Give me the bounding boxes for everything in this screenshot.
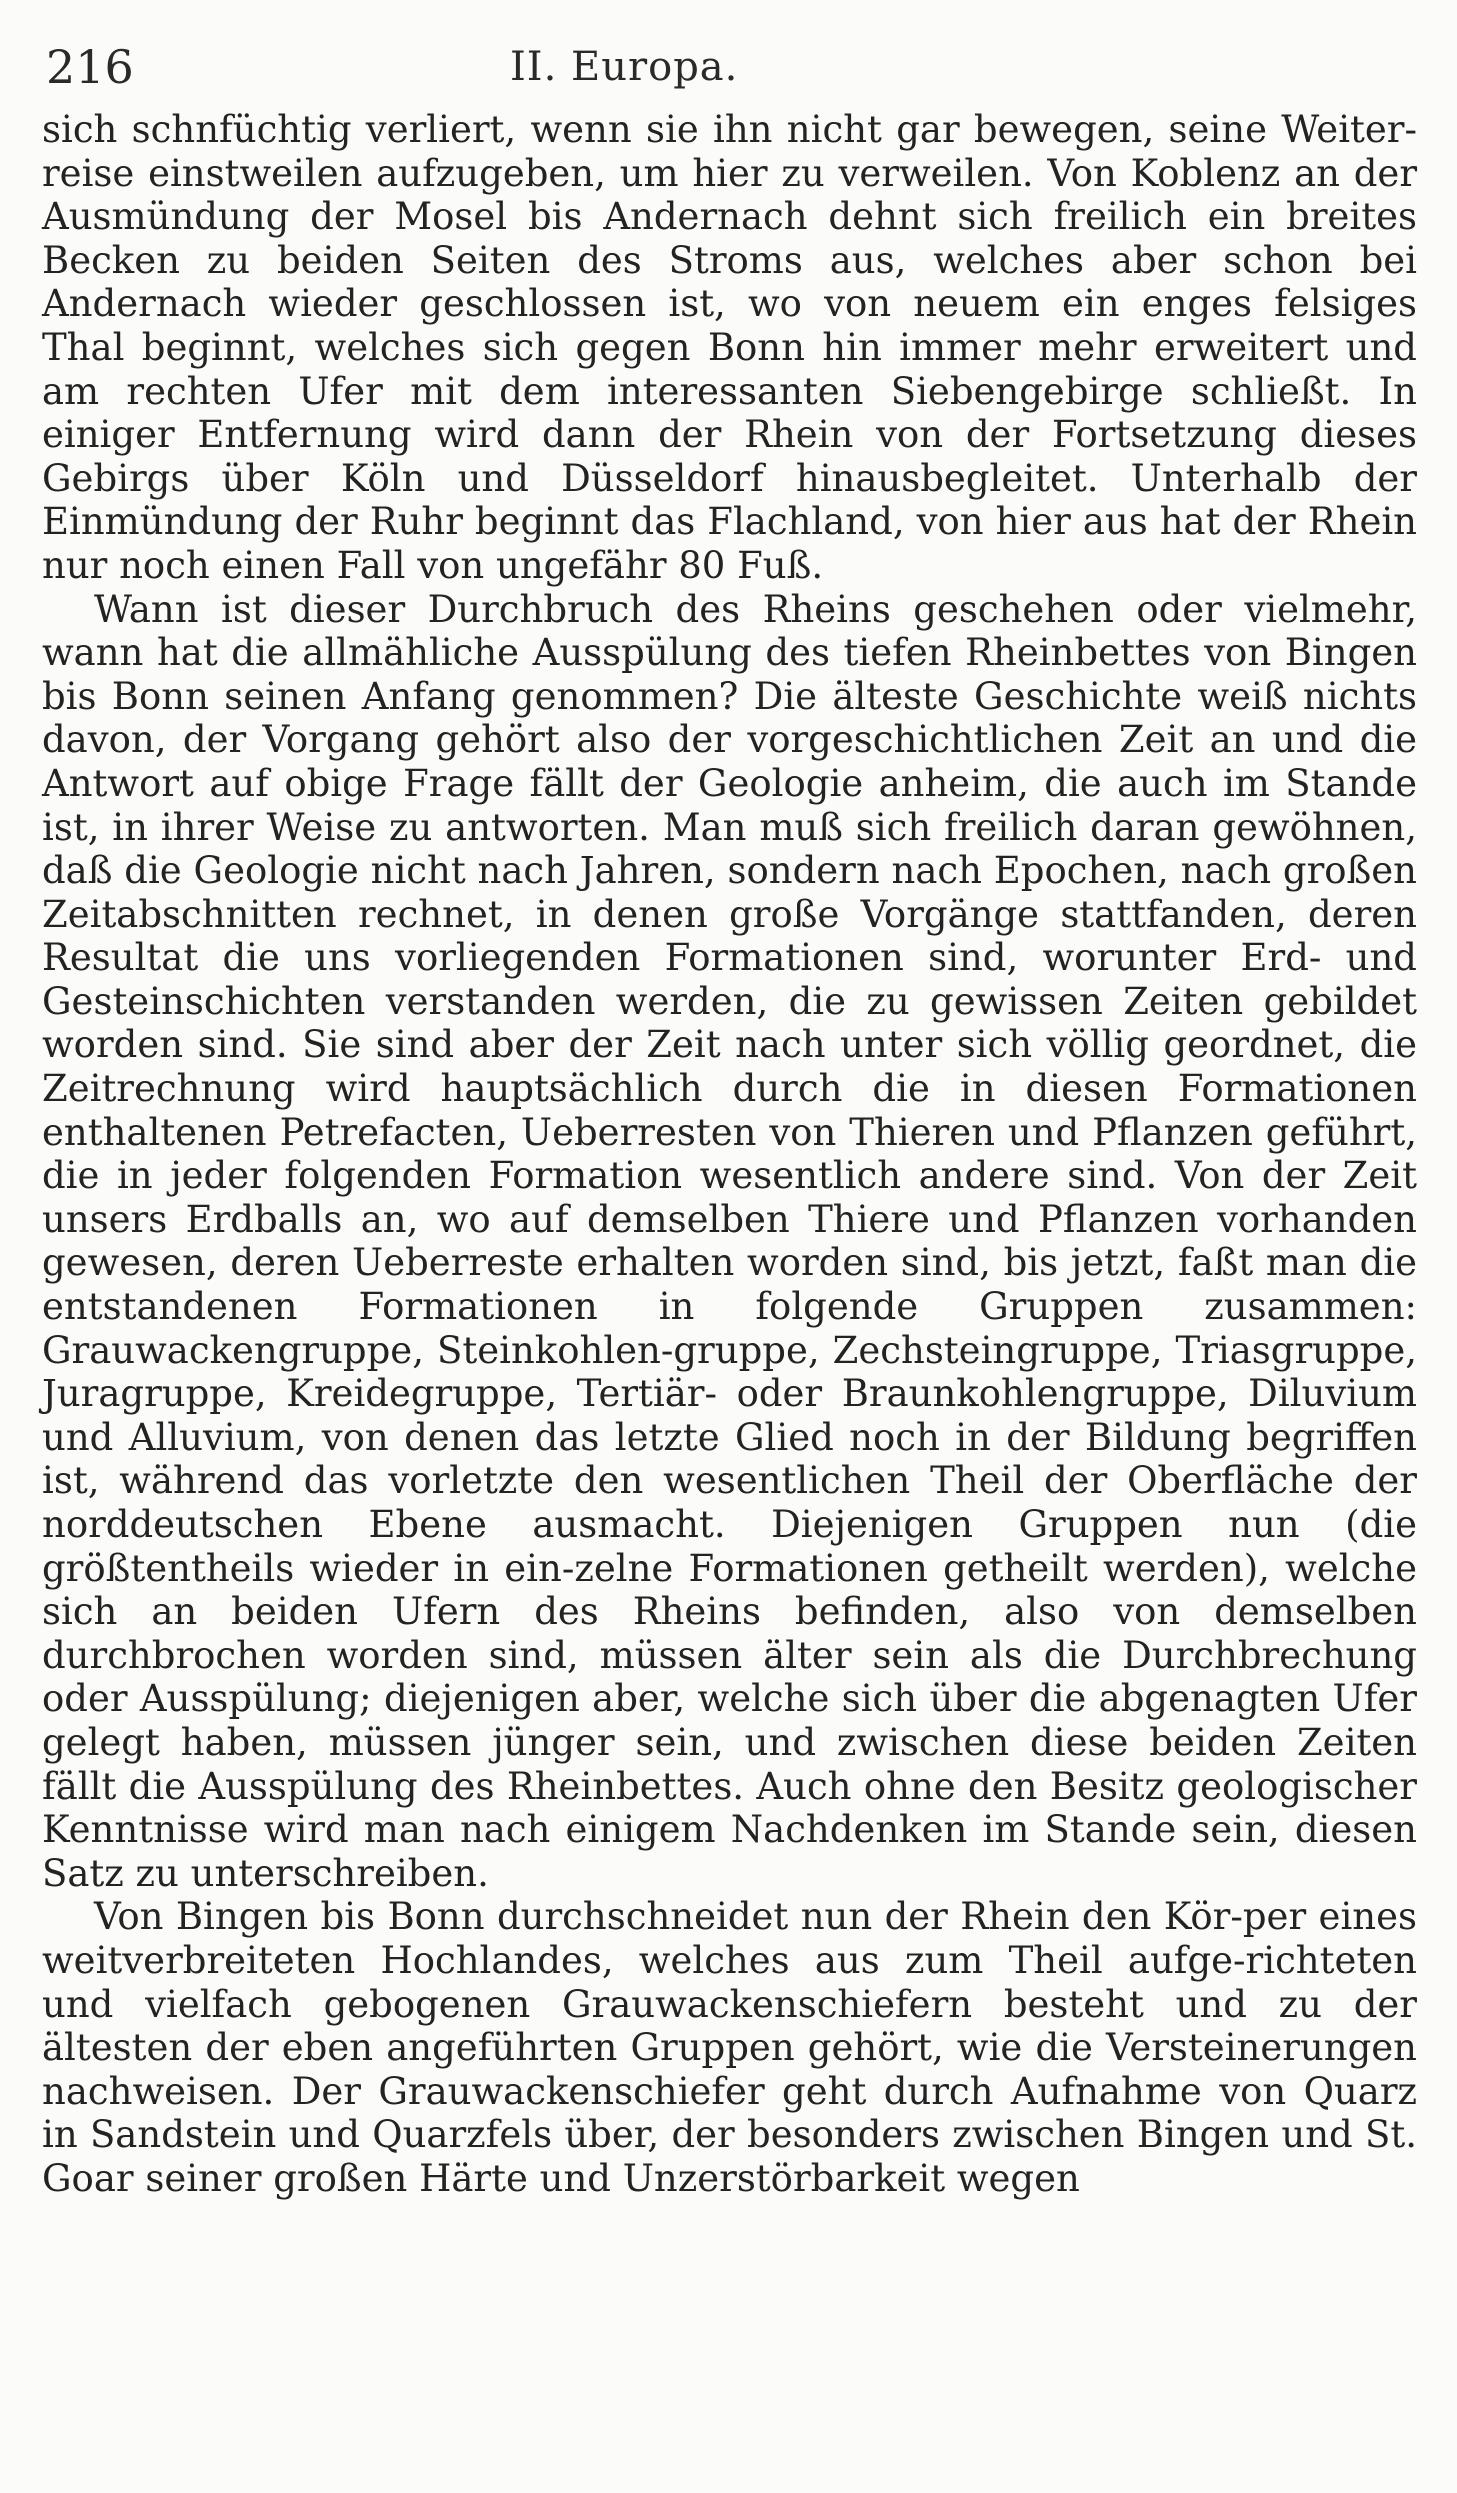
- running-head: II. Europa.: [510, 44, 739, 90]
- body-text: [42, 108, 1417, 2201]
- page-number: 216: [46, 40, 134, 94]
- paragraph-1: sich schnfüchtig verliert, wenn sie ihn nicht gar bewegen, seine Weiter-reise einstweilen aufzugeben, um hier zu verweilen. Von Koblenz an der Ausmündung der Mosel bis Andernach dehnt sich freilich ein breites Becken zu beiden Seiten des Stroms aus, welches aber schon bei Andernach wieder geschlossen ist, wo von neuem ein enges felsiges Thal beginnt, welches sich gegen Bonn hin immer mehr erweitert und am rechten Ufer mit dem interessanten Siebengebirge schließt. In einiger Entfernung wird dann der Rhein von der Fortsetzung dieses Gebirgs über Köln und Düsseldorf hinausbegleitet. Unterhalb der Einmündung der Ruhr beginnt das Flachland, von hier aus hat der Rhein nur noch einen Fall von ungefähr 80 Fuß.: [42, 108, 1417, 587]
- paragraph-2: Wann ist dieser Durchbruch des Rheins geschehen oder vielmehr, wann hat die allmähliche Ausspülung des tiefen Rheinbettes von Bingen bis Bonn seinen Anfang genommen? Die älteste Geschichte weiß nichts davon, der Vorgang gehört also der vorgeschichtlichen Zeit an und die Antwort auf obige Frage fällt der Geologie anheim, die auch im Stande ist, in ihrer Weise zu antworten. Man muß sich freilich daran gewöhnen, daß die Geologie nicht nach Jahren, sondern nach Epochen, nach großen Zeitabschnitten rechnet, in denen große Vorgänge stattfanden, deren Resultat die uns vorliegenden Formationen sind, worunter Erd- und Gesteinschichten verstanden werden, die zu gewissen Zeiten gebildet worden sind. Sie sind aber der Zeit nach unter sich völlig geordnet, die Zeitrechnung wird hauptsächlich durch die in diesen Formationen enthaltenen Petrefacten, Ueberresten von Thieren und Pflanzen geführt, die in jeder folgenden Formation wesentlich andere sind. Von der Zeit unsers Erdballs an, wo auf demselben Thiere und Pflanzen vorhanden gewesen, deren Ueberreste erhalten worden sind, bis jetzt, faßt man die entstandenen Formationen in folgende Gruppen zusammen: Grauwackengruppe, Steinkohlen-gruppe, Zechsteingruppe, Triasgruppe, Juragruppe, Kreidegruppe, Tertiär- oder Braunkohlengruppe, Diluvium und Alluvium, von denen das letzte Glied noch in der Bildung begriffen ist, während das vorletzte den wesentlichen Theil der Oberfläche der norddeutschen Ebene ausmacht. Diejenigen Gruppen nun (die größtentheils wieder in ein-zelne Formationen getheilt werden), welche sich an beiden Ufern des Rheins befinden, also von demselben durchbrochen worden sind, müssen älter sein als die Durchbrechung oder Ausspülung; diejenigen aber, welche sich über die abgenagten Ufer gelegt haben, müssen jünger sein, und zwischen diese beiden Zeiten fällt die Ausspülung des Rheinbettes. Auch ohne den Besitz geologischer Kenntnisse wird man nach einigem Nachdenken im Stande sein, diesen Satz zu unterschreiben.: [42, 587, 1417, 1895]
- paragraph-3: Von Bingen bis Bonn durchschneidet nun der Rhein den Kör-per eines weitverbreiteten Hochlandes, welches aus zum Theil aufge-richteten und vielfach gebogenen Grauwackenschiefern besteht und zu der ältesten der eben angeführten Gruppen gehört, wie die Versteinerungen nachweisen. Der Grauwackenschiefer geht durch Aufnahme von Quarz in Sandstein und Quarzfels über, der besonders zwischen Bingen und St. Goar seiner großen Härte und Unzerstörbarkeit wegen: [42, 1895, 1417, 2200]
- page-header: [40, 30, 1377, 100]
